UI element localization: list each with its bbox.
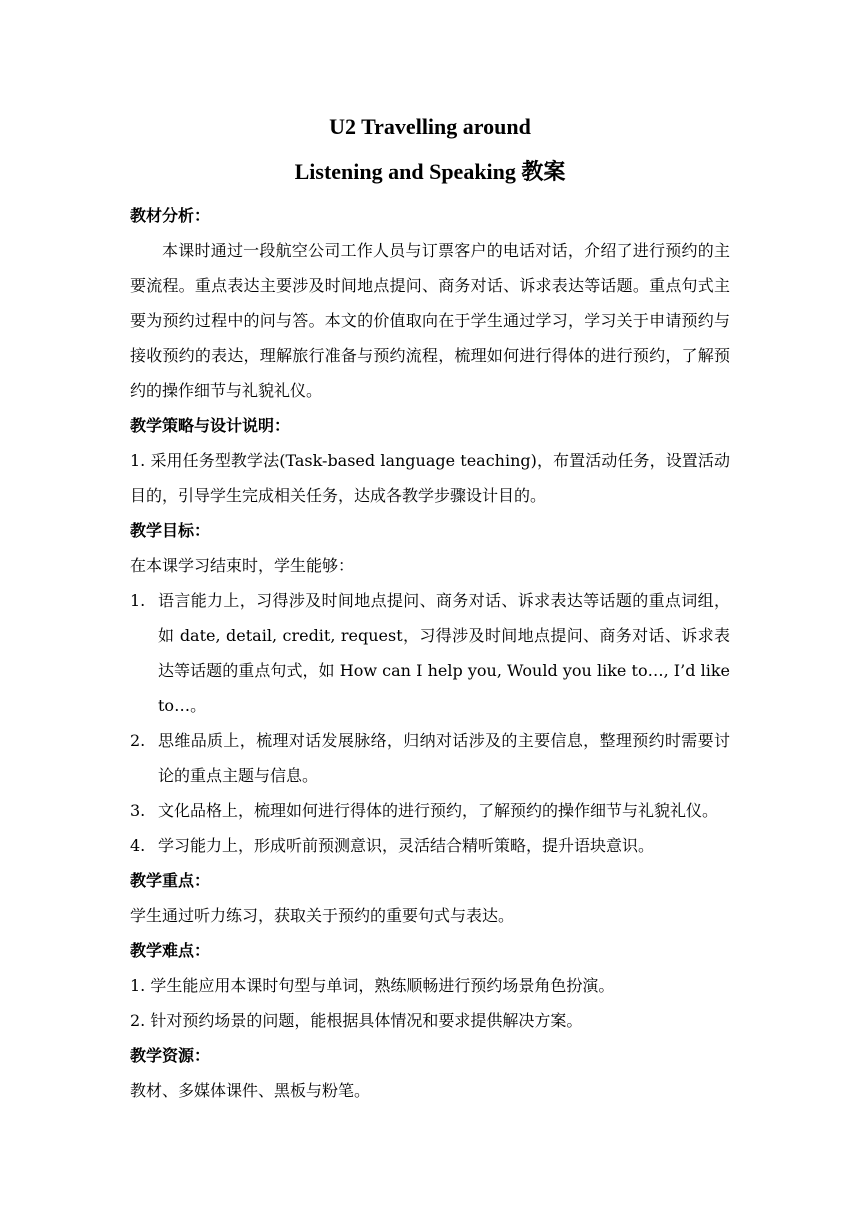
difficulty-item-2: 2. 针对预约场景的问题，能根据具体情况和要求提供解决方案。 [130, 1011, 583, 1030]
objective-text: 思维品质上，梳理对话发展脉络，归纳对话涉及的主要信息，整理预约时需要讨论的重点主题与信息。 [158, 731, 730, 785]
resources-text: 教材、多媒体课件、黑板与粉笔。 [130, 1081, 371, 1100]
list-number: 2. [130, 731, 146, 750]
doc-subtitle: Listening and Speaking 教案 [294, 159, 566, 184]
doc-title: U2 Travelling around [329, 114, 531, 139]
objective-item-4 [130, 828, 730, 863]
objective-text: 语言能力上，习得涉及时间地点提问、商务对话、诉求表达等话题的重点词组，如 date, detail, credit, request，习得涉及时间地点提问、商务对话、诉求表达等话题的重点句式，如 How can I help you, Would you like to…, I’d like to…。 [158, 591, 730, 715]
heading-difficulties: 教学难点： [130, 941, 211, 960]
list-number: 4. [130, 836, 146, 855]
heading-objectives: 教学目标： [130, 521, 211, 540]
objective-text: 学习能力上，形成听前预测意识，灵活结合精听策略，提升语块意识。 [158, 836, 655, 855]
heading-key-points: 教学重点： [130, 871, 211, 890]
objective-text: 文化品格上，梳理如何进行得体的进行预约，了解预约的操作细节与礼貌礼仪。 [158, 801, 719, 820]
document-body [130, 198, 730, 1108]
list-number: 3. [130, 801, 146, 820]
objective-item-3 [130, 793, 730, 828]
difficulty-item-1: 1. 学生能应用本课时句型与单词，熟练顺畅进行预约场景角色扮演。 [130, 976, 615, 995]
analysis-paragraph: 本课时通过一段航空公司工作人员与订票客户的电话对话，介绍了进行预约的主要流程。重点表达主要涉及时间地点提问、商务对话、诉求表达等话题。重点句式主要为预约过程中的问与答。本文的价值取向在于学生通过学习，学习关于申请预约与接收预约的表达，理解旅行准备与预约流程，梳理如何进行得体的进行预约，了解预约的操作细节与礼貌礼仪。 [130, 241, 730, 400]
strategy-item-1: 1. 采用任务型教学法(Task-based language teaching)，布置活动任务，设置活动目的，引导学生完成相关任务，达成各教学步骤设计目的。 [130, 451, 730, 505]
objectives-intro: 在本课学习结束时，学生能够： [130, 556, 355, 575]
objective-item-1 [130, 583, 730, 723]
list-number: 1. [130, 591, 146, 610]
heading-analysis: 教材分析： [130, 206, 211, 225]
objective-item-2 [130, 723, 730, 793]
key-points-text: 学生通过听力练习，获取关于预约的重要句式与表达。 [130, 906, 515, 925]
heading-resources: 教学资源： [130, 1046, 211, 1065]
heading-strategy: 教学策略与设计说明： [130, 416, 291, 435]
